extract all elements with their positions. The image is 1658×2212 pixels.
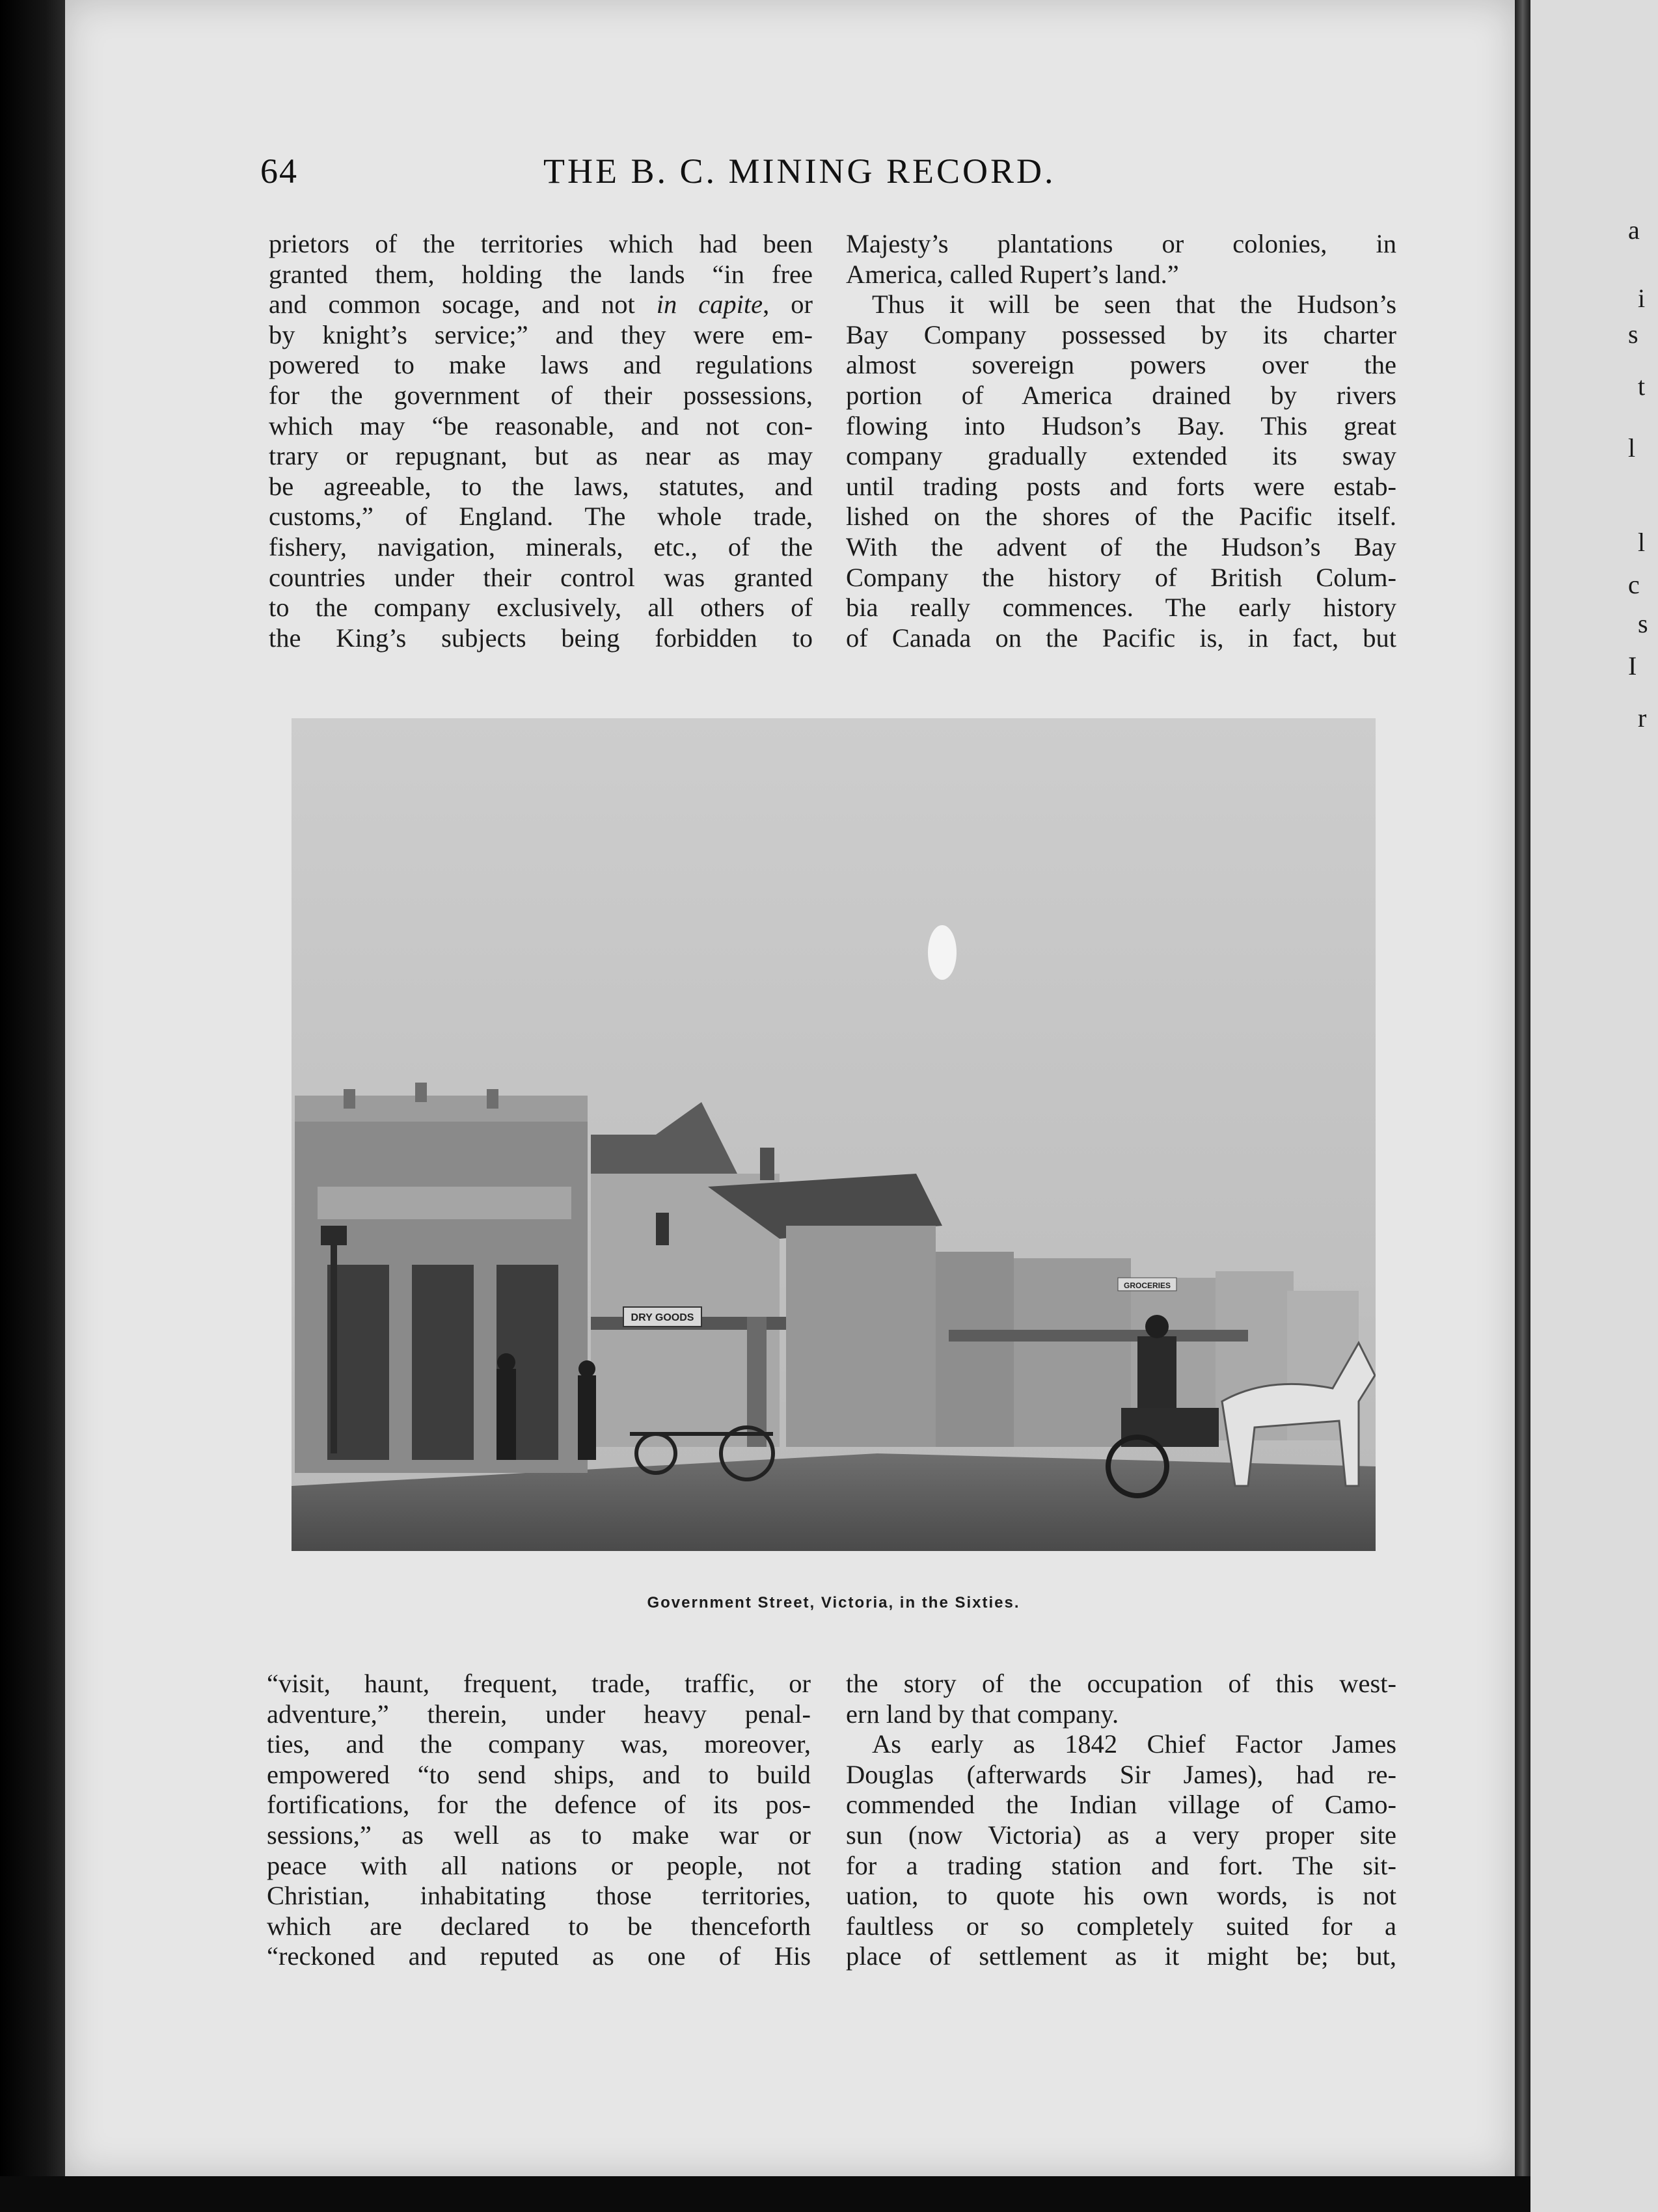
text-line: sessions,” as well as to make war or <box>267 1820 811 1850</box>
text-line: for a trading station and fort. The sit- <box>846 1850 1396 1880</box>
text-line: empowered “to send ships, and to build <box>267 1759 811 1789</box>
text-line: faultless or so completely suited for a <box>846 1911 1396 1941</box>
text-line: portion of America drained by rivers <box>846 380 1396 410</box>
text-line: customs,” of England. The whole trade, <box>269 502 813 532</box>
text-line: ern land by that company. <box>846 1699 1119 1729</box>
text-line: trary or repugnant, but as near as may <box>269 441 813 471</box>
next-page-letter-fragment: r <box>1638 703 1647 733</box>
text-line: granted them, holding the lands “in free <box>269 259 813 289</box>
column-top-left <box>269 229 813 653</box>
column-bottom-right <box>846 1669 1396 1972</box>
text-line: Douglas (afterwards Sir James), had re- <box>846 1759 1396 1789</box>
text-line: “visit, haunt, frequent, trade, traffic, or <box>267 1669 811 1698</box>
next-page-letter-fragment: i <box>1638 284 1646 313</box>
store-sign: DRY GOODS <box>631 1312 694 1323</box>
next-page-letter-fragment: l <box>1638 528 1646 557</box>
next-page-letter-fragment: a <box>1628 215 1640 245</box>
text-line: until trading posts and forts were estab- <box>846 471 1396 501</box>
next-page-letter-fragment: I <box>1628 651 1637 681</box>
text-line: adventure,” therein, under heavy penal- <box>267 1699 811 1729</box>
left-scan-border <box>0 0 65 2212</box>
text-line: With the advent of the Hudson’s Bay <box>846 532 1396 561</box>
text-line: lished on the shores of the Pacific itself. <box>846 502 1396 532</box>
print-blemish <box>928 925 957 980</box>
text-line: almost sovereign powers over the <box>846 350 1396 380</box>
text-line: by knight’s service;” and they were em- <box>269 319 813 349</box>
text-line: uation, to quote his own words, is not <box>846 1881 1396 1911</box>
page-number: 64 <box>260 152 298 191</box>
next-page-letter-fragment: t <box>1638 371 1646 401</box>
text-line: for the government of their possessions, <box>269 380 813 410</box>
text-line: prietors of the territories which had been <box>269 229 813 258</box>
text-line: place of settlement as it might be; but, <box>846 1941 1396 1971</box>
text-line: As early as 1842 Chief Factor James <box>872 1729 1396 1759</box>
next-page-edge <box>1530 0 1658 2212</box>
running-header <box>260 151 1413 196</box>
text-line: to the company exclusively, all others of <box>269 593 813 623</box>
column-top-right <box>846 229 1396 653</box>
text-line: Majesty’s plantations or colonies, in <box>846 229 1396 258</box>
text-line: peace with all nations or people, not <box>267 1850 811 1880</box>
photo-caption: Government Street, Victoria, in the Sixties. <box>647 1594 1020 1612</box>
text-line: America, called Rupert’s land.” <box>846 259 1179 289</box>
text-line: “reckoned and reputed as one of His <box>267 1941 811 1971</box>
text-line: Thus it will be seen that the Hudson’s <box>872 290 1396 319</box>
text-line: Bay Company possessed by its charter <box>846 319 1396 349</box>
text-line: sun (now Victoria) as a very proper site <box>846 1820 1396 1850</box>
text-line: commended the Indian village of Camo- <box>846 1790 1396 1820</box>
next-page-letter-fragment: l <box>1628 433 1636 463</box>
italic-phrase: in capite <box>656 290 763 319</box>
text-line: Christian, inhabitating those territories, <box>267 1881 811 1911</box>
text-line: of Canada on the Pacific is, in fact, but <box>846 623 1396 653</box>
text-line: be agreeable, to the laws, statutes, and <box>269 471 813 501</box>
publication-title: THE B. C. MINING RECORD. <box>543 152 1056 191</box>
photograph-government-street <box>292 718 1376 1551</box>
text-line: Company the history of British Colum- <box>846 562 1396 592</box>
text-line: powered to make laws and regulations <box>269 350 813 380</box>
text-line: bia really commences. The early history <box>846 593 1396 623</box>
text-line: company gradually extended its sway <box>846 441 1396 471</box>
brick-building <box>295 1083 588 1473</box>
text-line: fishery, navigation, minerals, etc., of the <box>269 532 813 561</box>
text-line: the story of the occupation of this west- <box>846 1669 1396 1698</box>
text-line: countries under their control was granted <box>269 562 813 592</box>
distant-sign: GROCERIES <box>1123 1281 1171 1290</box>
column-bottom-left <box>267 1669 811 1972</box>
next-page-letter-fragment: s <box>1638 609 1648 638</box>
next-page-letter-fragment: c <box>1628 570 1640 599</box>
bottom-scan-border <box>0 2176 1530 2212</box>
text-line: flowing into Hudson’s Bay. This great <box>846 411 1396 440</box>
text-line: fortifications, for the defence of its pos- <box>267 1790 811 1820</box>
text-line: which are declared to be thenceforth <box>267 1911 811 1941</box>
text-line: which may “be reasonable, and not con- <box>269 411 813 440</box>
text-line: ties, and the company was, moreover, <box>267 1729 811 1759</box>
next-page-letter-fragment: s <box>1628 319 1638 349</box>
text-line: the King’s subjects being forbidden to <box>269 623 813 653</box>
binding-gutter <box>1515 0 1530 2212</box>
text-line: and common socage, and not in capite, or <box>269 290 813 319</box>
